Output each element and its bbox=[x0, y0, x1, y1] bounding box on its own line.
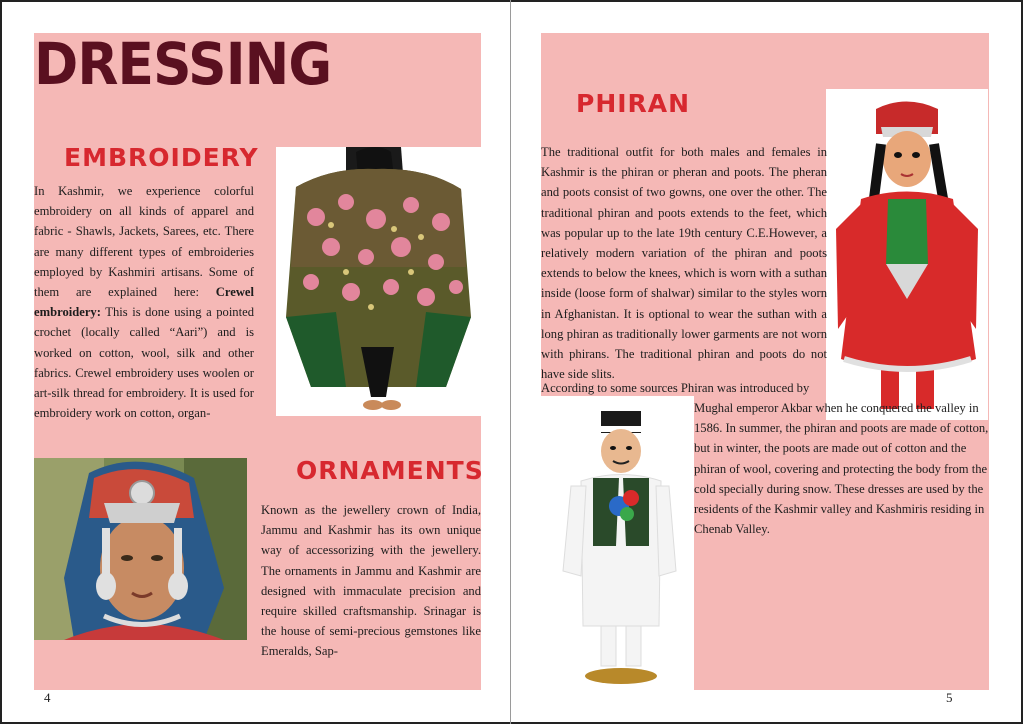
jewelry-woman-photo bbox=[34, 458, 247, 640]
female-doll-photo bbox=[826, 89, 988, 420]
page-number-right: 5 bbox=[946, 690, 953, 705]
embroidery-text bbox=[34, 181, 254, 429]
page-gutter bbox=[510, 0, 511, 724]
phiran-paragraph-2-rest: Mughal emperor Akbar when he conquered the valley in 1586. In summer, the phiran and poots are made of cotton, but in winter, the poots are made out of cotton and the phiran of wool, covering and protecting the body from the cold specially during snow. These dresses are used by the residents of the Kashmir valley and Kashmiris residing in Chenab Valley. bbox=[694, 401, 989, 537]
right-page-top-band bbox=[541, 33, 989, 89]
crewel-label: Crewel embroidery: bbox=[34, 285, 255, 320]
male-doll-photo bbox=[541, 396, 694, 690]
ornaments-text: Known as the jewellery crown of India, Jammu and Kashmir has its own unique way of accessorizing with the jewellery. The ornaments in Jammu and Kashmir are designed with immaculate precision and require skilled craftsmanship. Srinagar is the house of semi-precious gemstones like Emeralds, Sap- bbox=[261, 503, 481, 659]
phiran-heading: PHIRAN bbox=[576, 89, 691, 118]
embroidered-shawl-photo bbox=[276, 147, 481, 416]
ornaments-heading: ORNAMENTS bbox=[296, 456, 484, 485]
page-number-left: 4 bbox=[44, 690, 51, 705]
page-title: DRESSING bbox=[34, 30, 332, 98]
embroidery-heading: EMBROIDERY bbox=[64, 143, 259, 172]
embroidery-intro: In Kashmir, we experience colorful embroidery on all kinds of apparel and fabric - Shawls, Jackets, Sarees, etc. There are many different types of embroideries employed by Kashmiri artisans. Some of them are explained here: bbox=[34, 184, 254, 300]
phiran-paragraph-2-top: According to some sources Phiran was introduced by bbox=[541, 381, 810, 395]
phiran-paragraph-1: The traditional outfit for both males and females in Kashmir is the phiran or pheran and poots. The pheran and poots consist of two gowns, one over the other. The traditional phiran and poots extends to the feet, which was popular up to the late 19th century C.E.However, a relatively modern variation of the phiran and poots extends to below the knees, which is worn with a suthan inside (loose form of shalwar) similar to the styles worn in Afghanistan. It is optional to wear the suthan with a long phiran as traditionally lower garments are not worn with phirans. The traditional phiran and poots do not have side slits. bbox=[541, 145, 827, 382]
crewel-text: This is done using a pointed crochet (locally called “Aari”) and is worked on cotton, wool, silk and other fabrics. Crewel embroidery uses woolen or art-silk thread for embroidery. It is used for embroidery work on cotton, organ- bbox=[34, 305, 254, 421]
